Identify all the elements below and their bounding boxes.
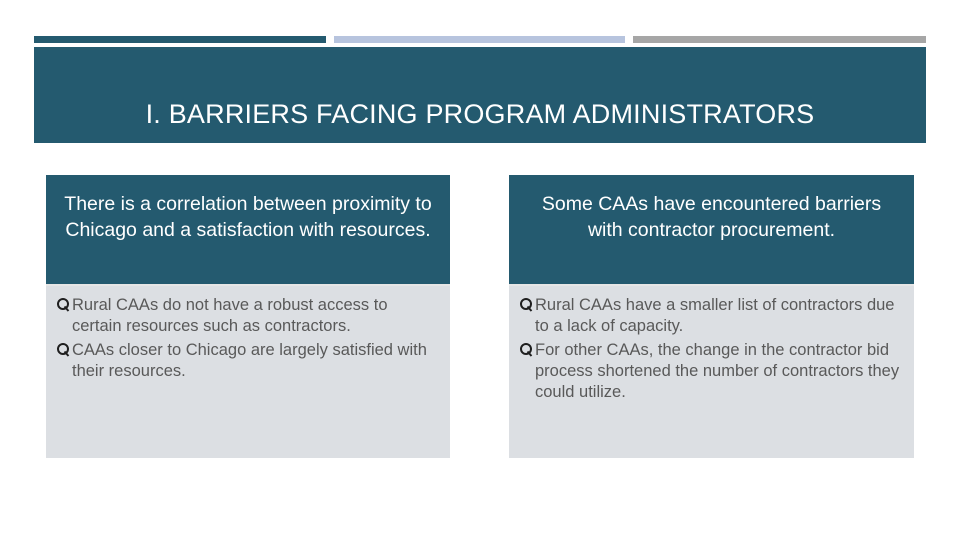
card-left [46,175,450,458]
accent-bar-light [334,36,625,43]
list-item [56,340,440,382]
bullet-list [519,295,904,403]
accent-bar-primary [34,36,326,43]
bullet-text: Rural CAAs do not have a robust access to certain resources such as contractors. [72,296,388,335]
list-item [519,295,904,337]
slide-title: I. BARRIERS FACING PROGRAM ADMINISTRATORS [145,99,815,129]
bullet-text: CAAs closer to Chicago are largely satisfied with their resources. [72,341,427,380]
accent-bar-gray [633,36,926,43]
list-item [56,295,440,337]
bullet-text: Rural CAAs have a smaller list of contractors due to a lack of capacity. [535,296,895,335]
list-item [519,340,904,403]
card-header: There is a correlation between proximity to Chicago and a satisfaction with resources. [46,175,450,286]
title-band [34,47,926,143]
bullet-list [56,295,440,382]
q-bullet-icon [57,343,70,357]
card-header: Some CAAs have encountered barriers with contractor procurement. [509,175,914,286]
bullet-text: For other CAAs, the change in the contractor bid process shortened the number of contractors they could utilize. [535,341,900,401]
q-bullet-icon [520,298,533,312]
card-body [509,286,914,458]
card-right [509,175,914,458]
q-bullet-icon [57,298,70,312]
card-body [46,286,450,458]
q-bullet-icon [520,343,533,357]
